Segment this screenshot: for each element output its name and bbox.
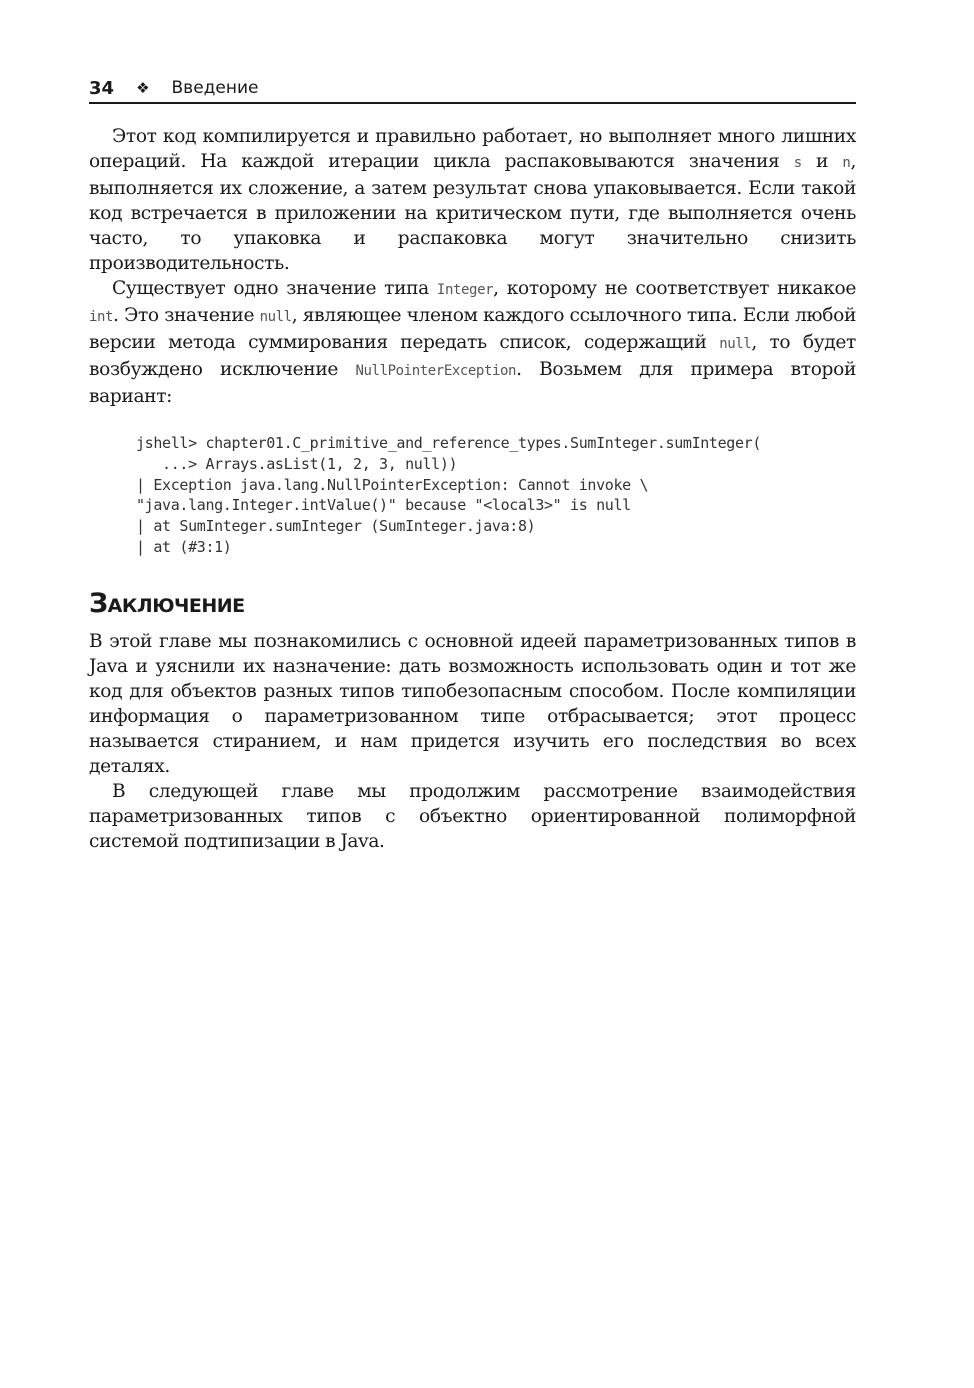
text-run: , то будет возбуждено исключение <box>89 332 856 380</box>
code-line: jshell> chapter01.C_primitive_and_reference_types.SumInteger.sumInteger( <box>136 434 762 452</box>
inline-code: null <box>259 309 292 325</box>
inline-code: n <box>842 155 851 171</box>
text-run: , являющее членом каждого ссылочного типа. Если любой версии метода суммирования передать список, содержащий <box>89 305 856 353</box>
inline-code: int <box>89 309 114 325</box>
inline-code: NullPointerException <box>355 363 517 379</box>
book-page <box>89 74 856 854</box>
running-section-title: Введение <box>171 78 259 98</box>
paragraph-next-chapter: В следующей главе мы продолжим рассмотрение взаимодействия параметризованных типов с объектно ориентированной полиморфной системой подтипизации в Java. <box>89 780 856 852</box>
code-line: | Exception java.lang.NullPointerException: Cannot invoke \ <box>136 475 649 494</box>
code-line: | at SumInteger.sumInteger (SumInteger.java:8) <box>136 517 536 536</box>
paragraph-boxing-cost <box>89 124 856 276</box>
code-line: | at (#3:1) <box>136 537 232 556</box>
inline-code: Integer <box>436 282 494 298</box>
text-run: Существует одно значение типа <box>112 278 437 299</box>
text-run: . Это значение <box>113 305 260 326</box>
running-header <box>89 74 856 104</box>
text-run: , которому не соответствует никакое <box>493 278 856 299</box>
code-listing <box>136 433 856 558</box>
inline-code: null <box>719 336 752 352</box>
code-line: ...> Arrays.asList(1, 2, 3, null)) <box>136 454 458 473</box>
ornament-icon: ❖ <box>136 79 150 97</box>
paragraph-conclusion: В этой главе мы познакомились с основной идеей параметризованных типов в Java и уяснили их назначение: дать возможность использовать один и тот же код для объектов разных типов типобезопасным способом. После компиляции информация о параметризованном типе отбрасывается; этот процесс называется стиранием, и нам придется изучить его последствия во всех деталях. <box>89 630 856 777</box>
inline-code: s <box>793 155 802 171</box>
text-run: и <box>801 151 843 172</box>
paragraph-null-value <box>89 276 856 409</box>
text-run: , выполняется их сложение, а затем результат снова упаковывается. Если такой код встречается в приложении на критическом пути, где выполняется очень часто, то упаковка и распаковка могут значительно снизить производительность. <box>89 151 856 274</box>
text-run: Этот код компилируется и правильно работает, но выполняет много лишних операций. На каждой итерации цикла распаковываются значения <box>89 126 856 172</box>
text-run: . Возьмем для примера второй вариант: <box>89 359 856 407</box>
page-number: 34 <box>89 77 115 99</box>
section-heading: Заключение <box>89 587 245 619</box>
code-line: "java.lang.Integer.intValue()" because "<local3>" is null <box>136 496 631 515</box>
